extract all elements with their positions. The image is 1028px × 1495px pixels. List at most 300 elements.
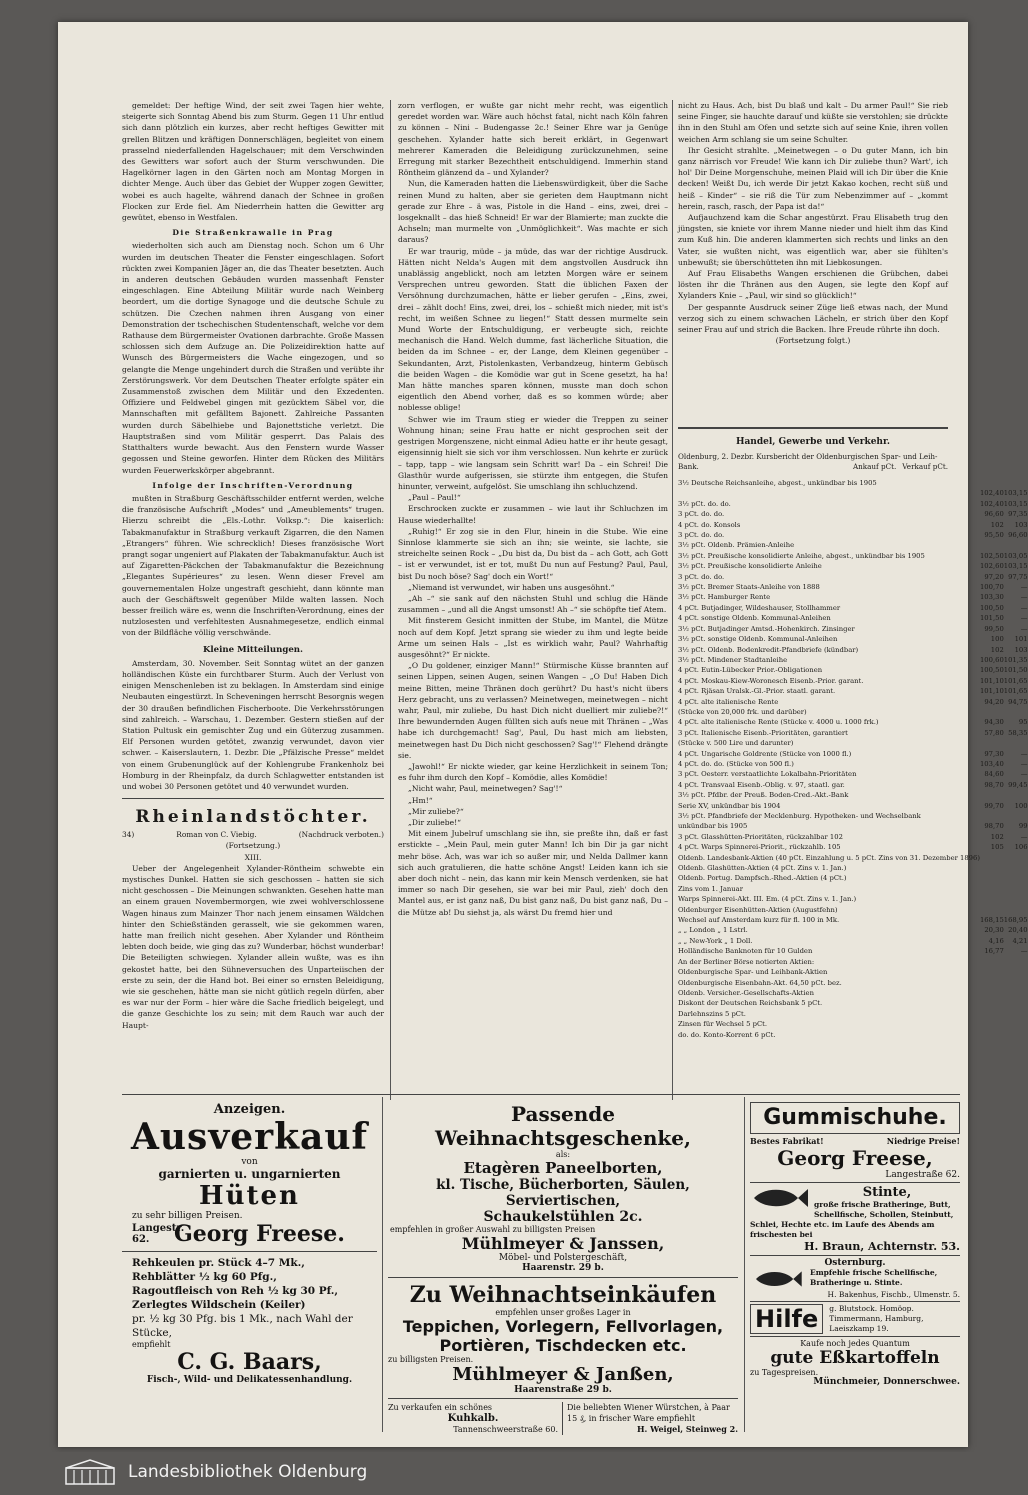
ad-mid-small: [388, 1402, 738, 1435]
finance-row: [678, 665, 1028, 675]
ad-niedrig: Niedrige Preise!: [886, 1136, 960, 1146]
finance-security: 3½ pCt. Butjadinger Amtsd.-Hohenkirch. Zinsinger: [678, 624, 855, 633]
novel-title: Rheinlandstöchter.: [135, 807, 371, 828]
ad-sale-4: Die beliebten Wiener Würstchen, à Paar 15 ₰, in frischer Ware empfiehlt: [567, 1403, 730, 1423]
article-text: „Dir zuliebe!“: [408, 818, 462, 827]
finance-security: 4 pCt. Butjadinger, Wildeshauser, Stollhammer: [678, 603, 841, 612]
finance-verkauf: 103,15: [1003, 562, 1028, 571]
finance-security: Oldenb. Glashütten-Aktien (4 pCt. Zins v. 1. Jan.): [678, 864, 847, 873]
ad-hilfe-line: [750, 1304, 960, 1334]
column-rule: [672, 100, 673, 1100]
finance-ankauf: 101,10: [979, 676, 1004, 685]
finance-verkauf: 95: [1018, 718, 1028, 727]
ad-fish-b: [750, 1268, 960, 1290]
finance-row: [678, 603, 1028, 613]
finance-security: 3½ pCt. Oldenb. Bodenkredit-Pfandbriefe (kündbar): [678, 645, 859, 654]
finance-security: 4 pCt. Transvaal Eisenb.-Oblig. v. 97, staatl. gar.: [678, 780, 845, 789]
finance-verkauf: 168,95: [1003, 916, 1028, 925]
ad-von: von: [241, 1157, 258, 1167]
divider: [122, 798, 384, 799]
finance-verkauf: —: [1020, 759, 1028, 768]
finance-security: 3½ pCt. Preußische konsolidierte Anleihe: [678, 562, 822, 571]
finance-verkauf: [1004, 738, 1028, 748]
article-text: wiederholten sich auch am Dienstag noch. Schon um 6 Uhr wurden im deutschen Theater die Fenster eingeschlagen. Sofort rückten zwei Kompanien Jäger an, die das Theater besetzten. Auch in anderen deutschen Gebäuden wurden massenhaft Fenster eingeschlagen. Eine Abteilung Militär wurde nach Weinberg beordert, um die dortige Synagoge und die deutsche Schule zu schützen. Die Czechen nahmen ihren Ausgang von einer Demonstration der tschechischen Studentenschaft, welche vor dem Rathause dem Bürgermeister Ovationen darbrachte. Große Massen schlossen sich dem Aufzuge an. Die Polizeidirektion hatte auf Wunsch des Bürgermeisters die Wache eingezogen, und so gelangte die Menge ungehindert durch die Straßen und verübte ihr Zerstörungswerk. Vor dem Deutschen Theater erfolgte später ein Zusammenstoß zwischen dem Militär und den Exzedenten. Offiziere und Feldwebel gingen mit gezücktem Säbel vor, die Mannschaften mit gefälltem Bajonett. Zahlreiche Passanten wurden durch Säbelhiebe und Bajonettstiche verletzt. Die Hauptstraßen sind vom Militär gesperrt. Das Palais des Statthalters wurde bewacht. Aus den Fenstern wurde Wasser gegossen und Steine geworfen. Hinter dem Rücken des Militärs wurden Feuerwerkskörper abgebrannt.: [122, 241, 384, 475]
ad-mid-emp2: empfehlen unser großes Lager in: [495, 1308, 631, 1317]
finance-verkauf: [1004, 998, 1028, 1008]
article-text: „Paul – Paul!“: [408, 493, 461, 503]
ad-game-line: Rehblätter ½ kg 60 Pfg.,: [132, 1271, 277, 1283]
ad-name: Georg Freese.: [174, 1221, 345, 1247]
article-text: Mit finsterem Gesicht inmitten der Stube, im Mantel, die Mütze noch auf dem Kopf. Jetzt sprang sie wieder zu ihm und legte beide Arme um seinen Hals – „Ist es wirklich wahr, Paul? Wahrhaftig ausgesöhnt?“ Er nickte.: [398, 616, 668, 659]
finance-row: [678, 728, 1028, 738]
finance-security: 4 pCt. alte italienische Rente: [678, 697, 779, 706]
finance-ankauf: 102: [990, 645, 1004, 654]
finance-ankauf: [980, 1030, 1004, 1040]
finance-ankauf: 102,50: [979, 551, 1004, 560]
ad-bestes: Bestes Fabrikat!: [750, 1136, 824, 1146]
article-text: Aufjauchzend kam die Schar angestürzt. Frau Elisabeth trug den jüngsten, sie kniete vor ihrem Manne nieder und hielt ihm das Kind zum Kuß hin. Die anderen klammerten sich rechts und links an den Vater, sie wußten nicht, was eigentlich war, aber sie fühlten's unbewußt; sie überschütteten ihn mit Liebkosungen.: [678, 213, 948, 267]
ad-game: [122, 1256, 377, 1340]
finance-security: (Stücke v. 500 Lire und darunter): [678, 739, 794, 748]
finance-verkauf: —: [1020, 593, 1028, 602]
divider: [750, 1336, 960, 1337]
finance-row: [678, 634, 1028, 644]
column-2: [398, 100, 668, 1095]
article-text: Ihr Gesicht strahlte. „Meinetwegen – o Du guter Mann, ich bin ganz närrisch vor Freude! Wie kann ich Dir zuliebe thun? Wart', ich hol' Dir Deine Morgenschuhe, meinen Plaid will ich Dir über die Knie decken! Weißt Du, ich werde Dir jetzt Kakao kochen, recht süß und heiß – Kinder“ – sie riß die Tür zum Nebenzimmer auf – „kommt herein, rasch, rasch, der Papa ist da!“: [678, 145, 948, 211]
ad-mid-t1: Teppichen, Vorlegern, Fellvorlagen,: [402, 1317, 724, 1336]
article-text: Amsterdam, 30. November. Seit Sonntag wütet an der ganzen holländischen Küste ein furchtbarer Sturm. Auch der Verlust von einigen Menschenleben ist zu beklagen. In Amsterdam sind einige Neubauten eingestürzt. In Scheveningen herrscht Besorgnis wegen der 30 draußen befindlichen Fischerboote. Die Verkehrsstörungen sind zahlreich. – Warschau, 1. Dezember. Gestern stießen auf der Station Pultusk ein gemischter Zug und ein Güterzug zusammen. Elf Personen wurden getötet, zwanzig verwundet, davon vier schwer. – Kaiserslautern, 1. Dezbr. Die „Pfälzische Presse“ meldet von einem Grubenunglück auf der Kohlengrube Frankenholz bei Homburg in der Rheinpfalz, da durch Schlagwetter entstanden ist und wobei 30 Personen getötet und 40 verwundet wurden.: [122, 658, 384, 791]
finance-row: [678, 499, 1028, 509]
finance-row: [678, 780, 1028, 790]
finance-security: 4 pCt. Rjäsan Uralsk.-Gl.-Prior. staatl. garant.: [678, 687, 836, 696]
section-rule: [678, 427, 948, 429]
finance-ankauf: [980, 988, 1004, 998]
finance-verkauf: —: [1020, 624, 1028, 633]
article-text: „Nicht wahr, Paul, meinetwegen? Sag'!“: [408, 784, 563, 794]
ad-game-line: Rehkeulen pr. Stück 4–7 Mk.,: [132, 1257, 305, 1269]
finance-ankauf: 100,60: [979, 655, 1004, 664]
finance-verkauf: [1004, 978, 1028, 988]
finance-ankauf: [980, 1019, 1004, 1029]
finance-row: [678, 790, 1028, 800]
finance-row: [678, 738, 1028, 748]
ad-fish: [750, 1185, 960, 1220]
finance-security: 3½ pCt. Mindener Stadtanleihe: [678, 655, 788, 664]
ad-muench: Münchmeier, Donnerschwee.: [813, 1377, 960, 1387]
article-text: Erschrocken zuckte er zusammen – wie laut ihr Schluchzen im Hause wiederhallte!: [398, 504, 668, 525]
finance-verkauf: [1004, 811, 1028, 821]
finance-security: Oldenb. Landesbank-Aktien (40 pCt. Einzahlung u. 5 pCt. Zins von 31. Dezember 1896): [678, 853, 980, 862]
article-text: Er war traurig, müde – ja müde, das war der richtige Ausdruck. Hätten nicht Nelda's Augen mit dem angstvollen Ausdruck ihn unablässig angeblickt, noch am letzten Morgen wäre er seinem Versprechen untreu geworden. Statt die üblichen Faxen der Versöhnung durchzumachen, hätte er lieber gerufen – „Eins, zwei, drei – zählt doch! Eins, zwei, drei, los – schießt mich nieder, mit ist's recht, im weißen Schnee zu liegen!“ Statt dessen murmelte sein Mund Worte der Entschuldigung, er verbeugte sich, reichte mechanisch die Hand. Welch dumme, fast lächerliche Situation, die beiden da im Schnee – er, der Lange, dem Kleinen gegenüber – Sekundanten, Arzt, Pistolenkasten, Verbandzeug, hinterm Gebüsch die beiden Wagen – die Komödie war gut in Scene gesetzt, ha ha! Man hätte manches sparen können, musste man doch schon eigentlich den Abend vorher, daß es so kommen würde; aber noblesse oblige!: [398, 246, 668, 413]
finance-ankauf: [980, 967, 1004, 977]
finance-ankauf: [980, 738, 1004, 748]
finance-row: [678, 884, 1028, 894]
novel-continuation: (Fortsetzung.): [225, 841, 281, 851]
finance-ankauf: [980, 978, 1004, 988]
library-name: Landesbibliothek Oldenburg: [128, 1462, 368, 1482]
finance-security: 3½ pCt. Pfandbriefe der Mecklenburg. Hypotheken- und Wechselbank: [678, 812, 921, 820]
ad-baars: C. G. Baars,: [177, 1349, 322, 1375]
finance-ankauf: 102,40: [979, 499, 1004, 508]
finance-row: [678, 832, 1028, 842]
finance-row: [678, 572, 1028, 582]
finance-security: Serie XV, unkündbar bis 1904: [678, 801, 781, 810]
finance-verkauf: 101: [1014, 635, 1028, 644]
finance-verkauf: [1004, 1019, 1028, 1029]
finance-verkauf: 99,45: [1008, 780, 1028, 789]
finance-row: [678, 842, 1028, 852]
finance-verkauf: 103: [1014, 520, 1028, 529]
finance-ankauf: 102: [990, 832, 1004, 841]
finance-row: [678, 488, 1028, 498]
finance-row: [678, 957, 1028, 967]
finance-row: [678, 946, 1028, 956]
divider: [122, 1251, 377, 1252]
finance-ankauf: 103,40: [979, 759, 1004, 768]
finance-row: [678, 821, 1028, 831]
finance-verkauf: 20,40: [1008, 926, 1028, 935]
finance-head-verkauf: Verkauf pCt.: [902, 462, 948, 471]
finance-security: Diskont der Deutschen Reichsbank 5 pCt.: [678, 999, 823, 1008]
ad-fish-text: [814, 1185, 960, 1220]
finance-security: 3 pCt. do. do.: [678, 572, 725, 581]
ad-anzeigen: Anzeigen.: [213, 1102, 286, 1117]
ad-preise: zu sehr billigen Preisen.: [132, 1211, 243, 1221]
finance-verkauf: [1004, 1009, 1028, 1019]
finance-verkauf: 99: [1018, 822, 1028, 831]
finance-row: [678, 676, 1028, 686]
finance-security: 3½ Deutsche Reichsanleihe, abgest., unkündbar bis 1905: [678, 479, 877, 487]
column-1: [122, 100, 384, 1110]
finance-security: [678, 488, 980, 498]
article-text: mußten in Straßburg Geschäftsschilder entfernt werden, welche die französische Aufschrift „Modes“ und „Ameublements“ trugen. Hierzu schreibt die „Els.-Lothr. Volksp.“: Die kaiserlich: Tabakmanufaktur in Straßburg verkauft Zigarren, die den Namen „Etrangers“ führen. Wie schrecklich! Dieses französische Wort prangt sogar ungeniert auf Plakaten der Tabakmanufaktur. Auch ist auf Zigaretten-Päckchen der Tabakmanufaktur die Bezeichnung „Elegantes Supérieures“ zu lesen. Wenn dieser Frevel am gouvernementalen Holze ungestraft geschieht, dann könnte man auch der Geschäftswelt gegenüber Milde walten lassen. Noch besser freilich wäre es, wenn die Inschriften-Verordnung, eines der nutzlosesten und verfehltesten Ausnahmegesetze, endlich einmal von der Bildfläche völlig verschwände.: [122, 493, 384, 638]
finance-row: [678, 988, 1028, 998]
ad-hilfe-sub: g. Blutstock. Homöop. Timmermann, Hamburg, Laeiszkamp 19.: [829, 1304, 924, 1333]
finance-ankauf: [980, 863, 1004, 873]
finance-row: [678, 686, 1028, 696]
finance-row: [678, 925, 1028, 935]
finance-ankauf: 98,70: [984, 822, 1004, 831]
finance-verkauf: [1004, 790, 1028, 800]
finance-security: 3½ pCt. Hamburger Rente: [678, 593, 771, 602]
ad-baars-sub: Fisch-, Wild- und Delikatessenhandlung.: [146, 1375, 353, 1385]
ad-kartoffeln: gute Eßkartoffeln: [770, 1348, 940, 1368]
finance-row: [678, 863, 1028, 873]
finance-ankauf: [980, 894, 1004, 904]
finance-row: [678, 801, 1028, 811]
finance-security: 3½ pCt. Pfdbr. der Preuß. Boden-Cred.-Akt.-Bank: [678, 791, 849, 800]
finance-row: [678, 759, 1028, 769]
divider: [388, 1398, 738, 1399]
finance-verkauf: [1004, 1030, 1028, 1040]
ad-mid-firm2: Mühlmeyer & Janßen,: [452, 1364, 674, 1385]
ad-hueten: Hüten: [199, 1181, 300, 1211]
ad-sale-5: H. Weigel, Steinweg 2.: [636, 1424, 738, 1434]
finance-security: 3½ pCt. Oldenb. Prämien-Anleihe: [678, 541, 795, 550]
finance-row: [678, 811, 1028, 821]
finance-verkauf: [1004, 863, 1028, 873]
finance-verkauf: [1004, 853, 1028, 863]
ad-rule: [382, 1097, 383, 1432]
finance-ankauf: [980, 811, 1004, 821]
finance-ankauf: 101,50: [979, 614, 1004, 623]
finance-security: 4 pCt. alte italienische Rente (Stücke v. 4000 u. 1000 frk.): [678, 718, 879, 727]
finance-security: Oldenburger Eisenhütten-Aktien (Augustfehn): [678, 905, 838, 914]
finance-row: [678, 478, 1028, 488]
article-heading: Infolge der Inschriften-Verordnung: [152, 480, 354, 490]
finance-security: Holländische Banknoten für 10 Gulden: [678, 947, 813, 956]
finance-ankauf: 99,50: [984, 624, 1004, 633]
ad-right-tagline: [750, 1136, 960, 1146]
finance-row: [678, 936, 1028, 946]
finance-security: An der Berliner Börse notierten Aktien:: [678, 957, 815, 966]
finance-security: 3½ pCt. Preußische konsolidierte Anleihe, abgest., unkündbar bis 1905: [678, 551, 925, 560]
finance-verkauf: [1004, 540, 1028, 550]
finance-row: [678, 749, 1028, 759]
ad-left: [122, 1102, 377, 1432]
ad-mid-billig: zu billigsten Preisen.: [388, 1355, 474, 1364]
ad-garniert: garnierten u. ungarnierten: [158, 1167, 341, 1181]
finance-ankauf: 103,30: [979, 593, 1004, 602]
finance-security: Oldenb. Portug. Dampfsch.-Rhed.-Aktien (4 pCt.): [678, 874, 847, 883]
article-text: Nun, die Kameraden hatten die Liebenswürdigkeit, über die Sache reinen Mund zu halten, aber sie gerieten dem Hauptmann nicht gerade zur Ehre – ä was, Pistole in die Hand – eins, zwei, drei – losgeknallt – das hieß Schneid! Er war der Blamierte; man zuckte die Achseln; man murmelte von „Unmöglichkeit“. Was machte er sich daraus?: [398, 179, 668, 245]
finance-row: [678, 520, 1028, 530]
divider: [750, 1255, 960, 1256]
finance-verkauf: [1004, 905, 1028, 915]
ad-kanfe: Kaufe noch jedes Quantum: [800, 1339, 910, 1348]
finance-verkauf: [1004, 957, 1028, 967]
finance-security: Oldenb. Versicher.-Gesellschafts-Aktien: [678, 988, 814, 997]
ad-mid-l2: kl. Tische, Bücherborten, Säulen, Serviertischen,: [436, 1177, 690, 1209]
finance-row: [678, 624, 1028, 634]
article-text: „Mir zuliebe?“: [408, 806, 464, 816]
finance-row: [678, 905, 1028, 915]
finance-row: [678, 1019, 1028, 1029]
finance-ankauf: [980, 1009, 1004, 1019]
finance-verkauf: —: [1020, 614, 1028, 623]
finance-ankauf: [980, 790, 1004, 800]
finance-ankauf: [980, 905, 1004, 915]
finance-subtitle-text: Oldenburg, 2. Dezbr. Kursbericht der Oldenburgischen Spar- und Leih-Bank.: [678, 452, 938, 471]
finance-ankauf: 94,20: [984, 697, 1004, 706]
ad-wurst: [563, 1402, 738, 1435]
finance-ankauf: 102: [990, 520, 1004, 529]
ad-sale-1: Zu verkaufen ein schönes: [388, 1403, 493, 1412]
ad-right-name: Georg Freese,: [777, 1146, 933, 1170]
article-text: Auf Frau Elisabeths Wangen erschienen die Grübchen, dabei lösten ihr die Thränen aus den Augen, sie legte den Kopf auf Xylanders Knie – „Paul, wir sind so glücklich!“: [678, 269, 948, 301]
finance-ankauf: [980, 853, 1004, 863]
finance-title: Handel, Gewerbe und Verkehr.: [735, 437, 891, 447]
library-building-icon: [64, 1458, 116, 1486]
ad-right: [750, 1102, 960, 1432]
ad-mid-t2: Portièren, Tischdecken etc.: [439, 1336, 687, 1355]
ad-gummi: Gummischuhe.: [750, 1102, 960, 1134]
ad-mid-h1: Passende Weihnachtsgeschenke,: [435, 1102, 691, 1150]
finance-row: [678, 561, 1028, 571]
ad-empfiehlt: empfiehlt: [132, 1340, 171, 1349]
novel-author: Roman von C. Viebig.: [176, 830, 257, 840]
finance-security: (Stücke von 20,000 frk. und darüber): [678, 707, 807, 716]
finance-ankauf: 100,50: [979, 666, 1004, 675]
finance-security: 3 pCt. Glasshütten-Prioritäten, rückzahlbar 102: [678, 832, 843, 841]
finance-row: [678, 894, 1028, 904]
finance-row: [678, 1030, 1028, 1040]
finance-security: Oldenburgische Spar- und Leihbank-Aktien: [678, 968, 828, 977]
finance-ankauf: 98,70: [984, 780, 1004, 789]
ad-braun: H. Braun, Achternstr. 53.: [804, 1240, 960, 1253]
finance-verkauf: 106: [1014, 843, 1028, 852]
finance-table: [678, 478, 1028, 1040]
finance-verkauf: 103,15: [1003, 499, 1028, 508]
finance-verkauf: 103,15: [1003, 489, 1028, 498]
finance-security: Zins vom 1. Januar: [678, 884, 743, 893]
finance-security: Zinsen für Wechsel 5 pCt.: [678, 1020, 768, 1029]
ad-fish-1: große frische Bratheringe, Butt, Schellfische, Schollen, Steinbutt,: [814, 1200, 954, 1219]
ad-mid-emp: empfehlen in großer Auswahl zu billigsten Preisen: [390, 1225, 596, 1234]
finance-security: 4 pCt. do. Konsols: [678, 520, 741, 529]
finance-row: [678, 655, 1028, 665]
ad-mid-addr2: Haarenstraße 29 b.: [514, 1385, 612, 1395]
finance-verkauf: 101,35: [1003, 655, 1028, 664]
finance-ankauf: 20,30: [984, 926, 1004, 935]
finance-row: [678, 769, 1028, 779]
finance-ankauf: 94,30: [984, 718, 1004, 727]
finance-ankauf: 84,60: [984, 770, 1004, 779]
finance-verkauf: —: [1020, 749, 1028, 758]
ad-freese-line: [122, 1221, 377, 1247]
finance-row: [678, 978, 1028, 988]
ad-mid-l1: Etagèren Paneelborten,: [463, 1159, 663, 1177]
ad-mid-firm: Mühlmeyer & Janssen,: [461, 1234, 665, 1253]
finance-ankauf: 102,40: [979, 489, 1004, 498]
ad-mid-firm-sub: Möbel- und Polstergeschäft,: [498, 1253, 628, 1263]
finance-verkauf: 58,35: [1008, 728, 1028, 737]
ad-fish-3: Empfehle frische Schellfische, Bratheringe u. Stinte.: [810, 1268, 938, 1287]
finance-security: 3 pCt. do. do.: [678, 510, 725, 519]
finance-verkauf: 103,05: [1003, 551, 1028, 560]
column-3: [678, 100, 948, 420]
finance-ankauf: 96,60: [984, 510, 1004, 519]
novel-number: 34): [122, 830, 135, 840]
finance-row: [678, 509, 1028, 519]
finance-security: Darlehnszins 5 pCt.: [678, 1009, 746, 1018]
finance-verkauf: [1004, 707, 1028, 717]
finance-ankauf: 57,80: [984, 728, 1004, 737]
article-text: zorn verflogen, er wußte gar nicht mehr recht, was eigentlich geredet worden war. Wäre auch höchst fatal, nicht nach Köln fahren zu können – Nini – Budengasse 2c.! Seiner Ehre war ja Genüge geschehen. Xylander hatte sich bereit erklärt, in Gegenwart mehrerer Kameraden die Beleidigung zurückzunehmen, seine Erregung mit starker Bezechtheit entschuldigend. Immerhin stand Röntheim glänzend da – und Xylander?: [398, 101, 668, 178]
finance-security: 4 pCt. do. do. (Stücke von 500 fl.): [678, 759, 794, 768]
finance-ankauf: 16,77: [984, 947, 1004, 956]
novel-byline: [122, 829, 384, 840]
finance-security: 4 pCt. Moskau-Kiew-Woronesch Eisenb.-Prior. garant.: [678, 676, 864, 685]
finance-row: [678, 873, 1028, 883]
ad-stinte: Stinte,: [862, 1185, 912, 1200]
finance-row: [678, 707, 1028, 717]
newspaper-page: [58, 22, 1028, 1447]
finance-ankauf: 168,15: [979, 916, 1004, 925]
finance-security: unkündbar bis 1905: [678, 822, 748, 831]
article-heading: Die Straßenkrawalle in Prag: [172, 228, 334, 238]
finance-verkauf: —: [1020, 832, 1028, 841]
finance-ankauf: [980, 707, 1004, 717]
finance-verkauf: —: [1020, 603, 1028, 612]
article-text: Mit einem Jubelruf umschlang sie ihn, sie preßte ihn, daß er fast erstickte – „Mein Paul, mein guter Mann! Ich bin Dir ja gar nicht mehr böse. Ach, was war ich so außer mir, und Nelda Dallmer kann sich auch gratulieren, die hatte schöne Angst! Leiden kann ich sie aber doch nicht – nein, das kann mir kein Mensch verdenken, sie hat immer so nach Dir gesehen, sie war bei mir Paul, zieh' doch den Mantel aus, er ist ganz naß, Du bist ganz naß, Du bist ganz naß, Du – die Mütze ab! Du siehst ja, als wärst Du fremd hier und: [398, 829, 668, 917]
finance-verkauf: 97,75: [1008, 572, 1028, 581]
ad-rule: [744, 1097, 745, 1432]
finance-row: [678, 1009, 1028, 1019]
article-text: gemeldet: Der heftige Wind, der seit zwei Tagen hier wehte, steigerte sich Sonntag Abend bis zum Sturm. Gegen 11 Uhr entlud sich dann plötzlich ein kurzes, aber recht heftiges Gewitter mit grellen Blitzen und kräftigen Donnerschlägen, begleitet von einem prasselnd niederfallenden Hagelschauer; mit dem Verschwinden des Gewitters war sofort auch der Sturm verschwunden. Die Hagelkörner lagen in den Gärten noch am Montag Morgen in dichter Menge. Auch über das Gebiet der Wupper zogen Gewitter, wobei es auch hagelte, während danach der Schnee in großen Flocken zur Erde fiel. Am Niederrhein hatten die Gewitter arg gewütet, ebenso in Westfalen.: [122, 101, 384, 223]
ad-mid-l3: Schaukelstühlen 2c.: [483, 1209, 643, 1225]
fish-icon: [750, 1268, 806, 1290]
finance-row: [678, 582, 1028, 592]
article-text: Schwer wie im Traum stieg er wieder die Treppen zu seiner Wohnung hinan; seine Frau hatte er nicht gesprochen seit der gestrigen Morgenszene, nicht einmal Adieu hatte er ihr heute gesagt, eigensinnig hielt sie sich vor ihm verschlossen. Nun kehrte er zurück – tapp, tapp – wie langsam sein Schritt war! Da – ein Schrei! Die Glasthür wurde aufgerissen, sie stürzte ihm entgegen, die Stufen hinunter, verweint, aufgelöst. Sie umschlang ihn schluchzend.: [398, 414, 668, 491]
article-text: nicht zu Haus. Ach, bist Du blaß und kalt – Du armer Paul!“ Sie rieb seine Finger, sie hauchte darauf und küßte sie verstohlen; sie drückte ihn in den Stuhl am Ofen und setzte sich auf seine Knie, ihren vollen weichen Arm schlang sie um seine Schulter.: [678, 101, 948, 144]
finance-verkauf: 100: [1014, 801, 1028, 810]
finance-security: 3 pCt. do. do.: [678, 531, 725, 540]
finance-head-ankauf: Ankauf pCt.: [852, 462, 897, 471]
finance-verkauf: [1004, 884, 1028, 894]
ad-mid-addr: Haarenstr. 29 b.: [522, 1263, 604, 1273]
finance-ankauf: [980, 957, 1004, 967]
finance-security: „ „ New-York „ 1 Doll.: [678, 936, 753, 945]
article-text: „Ruhig!“ Er zog sie in den Flur, hinein in die Stube. Wie eine Sinnlose klammerte sie sich an ihn; sie weinte, sie lachte, sie streichelte seinen Rock – „Du bist da, Du bist da – ach Gott, ach Gott – ist er verwundet, ist er tot, mußt Du nun auf Festung? Paul, Paul, bist Du noch böse? Sag' doch ein Wort!“: [398, 526, 668, 581]
ad-ausverkauf: Ausverkauf: [130, 1116, 369, 1158]
finance-security: do. do. Konto-Korrent 6 pCt.: [678, 1030, 776, 1039]
finance-ankauf: 102,60: [979, 562, 1004, 571]
ad-game-line: Ragoutfleisch von Reh ½ kg 30 Pf.,: [132, 1285, 339, 1297]
finance-row: [678, 853, 1028, 863]
article-text: Der gespannte Ausdruck seiner Züge ließ etwas nach, der Mund verzog sich zu einem schwachen Lächeln, er strich über den Kopf seiner Frau auf und strich die Backen. Ihre Freude rührte ihn doch.: [678, 302, 948, 335]
finance-ankauf: 99,70: [984, 801, 1004, 810]
divider: [388, 1277, 738, 1278]
ad-bakenhus: H. Bakenhus, Fischb., Ulmenstr. 5.: [827, 1290, 960, 1299]
finance-verkauf: 101,65: [1003, 676, 1028, 685]
ad-game-line: Zerlegtes Wildschein (Keiler): [132, 1299, 306, 1311]
finance-security: 3½ pCt. sonstige Oldenb. Kommunal-Anleihen: [678, 635, 838, 644]
finance-verkauf: [1004, 988, 1028, 998]
article-text: „O Du goldener, einziger Mann!“ Stürmische Küsse brannten auf seinen Lippen, seinen Augen, seinen Wangen – „O Du! Haben Dich meine Bitten, meine Thränen doch gerührt? Du hast's nicht übers Herz gebracht, uns zu verlassen? Meinetwegen, meinetwegen – nicht wahr, Paul, mir zuliebe, Du hast Dich nicht duelliert mir zuliebe?!“ Ihre bewundernden Augen füllten sich aufs neue mit Thränen – „Was habe ich durchgemacht! Sag', Paul, Du hast mich am liebsten, meinetwegen hast Du Dich nicht geschossen? Sag'!“ Flehend drängte sie.: [398, 661, 668, 760]
ad-osternburg: Osternburg.: [824, 1258, 886, 1268]
finance-ankauf: 4,16: [988, 936, 1004, 945]
article-text: „Jawohl!“ Er nickte wieder, gar keine Herzlichkeit in seinem Ton; es fuhr ihm durch den Kopf – Komödie, alles Komödie!: [398, 761, 668, 783]
finance-row: [678, 530, 1028, 540]
ad-hilfe: Hilfe: [750, 1304, 823, 1334]
finance-security: Oldenburgische Eisenbahn-Akt. 64,50 pCt. bez.: [678, 978, 842, 987]
finance-ankauf: 97,20: [984, 572, 1004, 581]
finance-ankauf: [980, 478, 1004, 488]
finance-verkauf: —: [1020, 947, 1028, 956]
finance-ankauf: 101,10: [979, 687, 1004, 696]
finance-verkauf: 96,60: [1008, 531, 1028, 540]
finance-row: [678, 967, 1028, 977]
ad-fish-2: Schlei, Hechte etc. im Laufe des Abends am frischesten bei: [750, 1220, 935, 1239]
finance-security: Wechsel auf Amsterdam kurz für fl. 100 in Mk.: [678, 916, 840, 925]
finance-ankauf: 95,50: [984, 531, 1004, 540]
finance-security: 4 pCt. Eutin-Lübecker Prior.-Obligationen: [678, 666, 823, 675]
finance-security: 3½ pCt. do. do.: [678, 499, 731, 508]
ad-mid-als: als:: [555, 1150, 571, 1159]
finance-security: „ „ London „ 1 Lstrl.: [678, 926, 748, 935]
ad-sale: [388, 1402, 563, 1435]
finance-verkauf: 103: [1014, 645, 1028, 654]
finance-verkauf: 94,75: [1008, 697, 1028, 706]
finance-verkauf: [1004, 967, 1028, 977]
finance-ankauf: 105: [990, 843, 1004, 852]
finance-security: Warps Spinnerei-Akt. III. Em. (4 pCt. Zins v. 1. Jan.): [678, 895, 857, 904]
divider: [750, 1301, 960, 1302]
article-text: „Hm!“: [408, 795, 433, 805]
finance-ankauf: [980, 884, 1004, 894]
finance-row: [678, 592, 1028, 602]
